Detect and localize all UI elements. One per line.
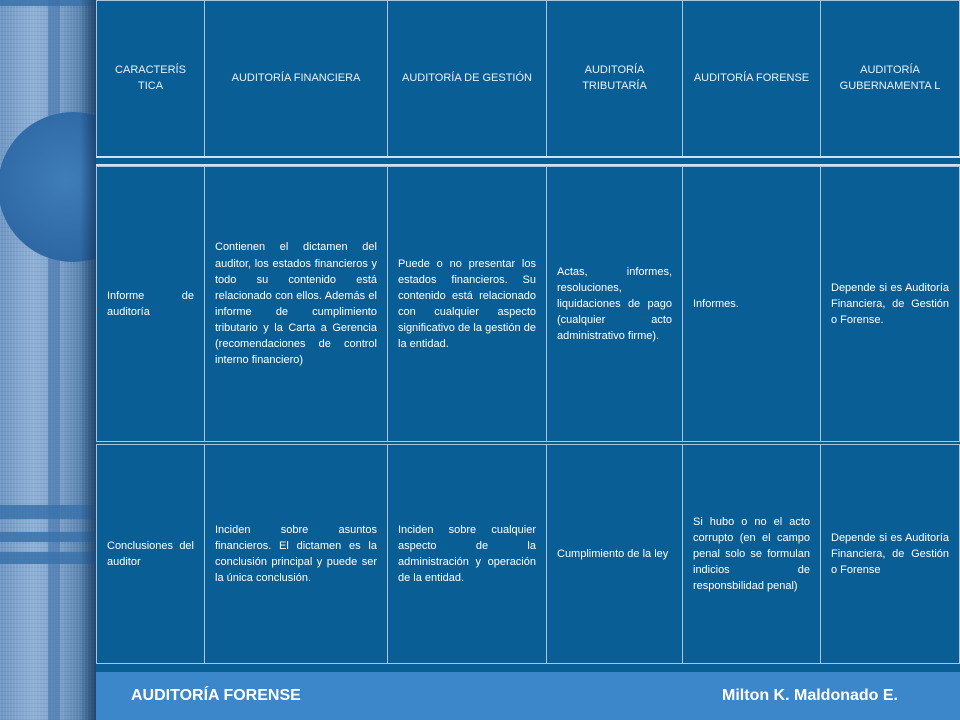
table-cell: Actas, informes, resoluciones, liquidaciones de pago (cualquier acto administrativo firme).: [546, 166, 683, 442]
header-cell: AUDITORÍA FORENSE: [682, 0, 821, 157]
header-cell: AUDITORÍA GUBERNAMENTA L: [820, 0, 960, 157]
table-cell: Informe de auditoría: [96, 166, 205, 442]
header-cell: AUDITORÍA DE GESTIÓN: [387, 0, 547, 157]
header-cell: AUDITORÍA TRIBUTARÍA: [546, 0, 683, 157]
header-divider: [96, 156, 960, 166]
table-cell: Conclusiones del auditor: [96, 444, 205, 664]
decorative-sidebar: [0, 0, 96, 720]
table-cell: Cumplimiento de la ley: [546, 444, 683, 664]
table-cell: Inciden sobre cualquier aspecto de la administración y operación de la entidad.: [387, 444, 547, 664]
table-cell: Si hubo o no el acto corrupto (en el campo penal solo se formulan indicios de responsbilidad penal): [682, 444, 821, 664]
table-cell: Puede o no presentar los estados financieros. Su contenido está relacionado con cualquier aspecto significativo de la gestión de la entidad.: [387, 166, 547, 442]
header-cell: AUDITORÍA FINANCIERA: [204, 0, 388, 157]
comparison-table: [96, 0, 960, 664]
footer-author: Milton K. Maldonado E.: [722, 687, 898, 704]
table-cell: Contienen el dictamen del auditor, los estados financieros y todo su contenido está relacionado con ellos. Además el informe de cumplimiento tributario y la Carta a Gerencia (recomendaciones de control interno financiero): [204, 166, 388, 442]
footer-bar: [96, 672, 960, 720]
table-cell: Depende si es Auditoría Financiera, de Gestión o Forense: [820, 444, 960, 664]
table-cell: Depende si es Auditoría Financiera, de Gestión o Forense.: [820, 166, 960, 442]
header-cell: CARACTERÍS TICA: [96, 0, 205, 157]
table-cell: Informes.: [682, 166, 821, 442]
table-cell: Inciden sobre asuntos financieros. El dictamen es la conclusión principal y puede ser la única conclusión.: [204, 444, 388, 664]
footer-title: AUDITORÍA FORENSE: [131, 687, 301, 704]
